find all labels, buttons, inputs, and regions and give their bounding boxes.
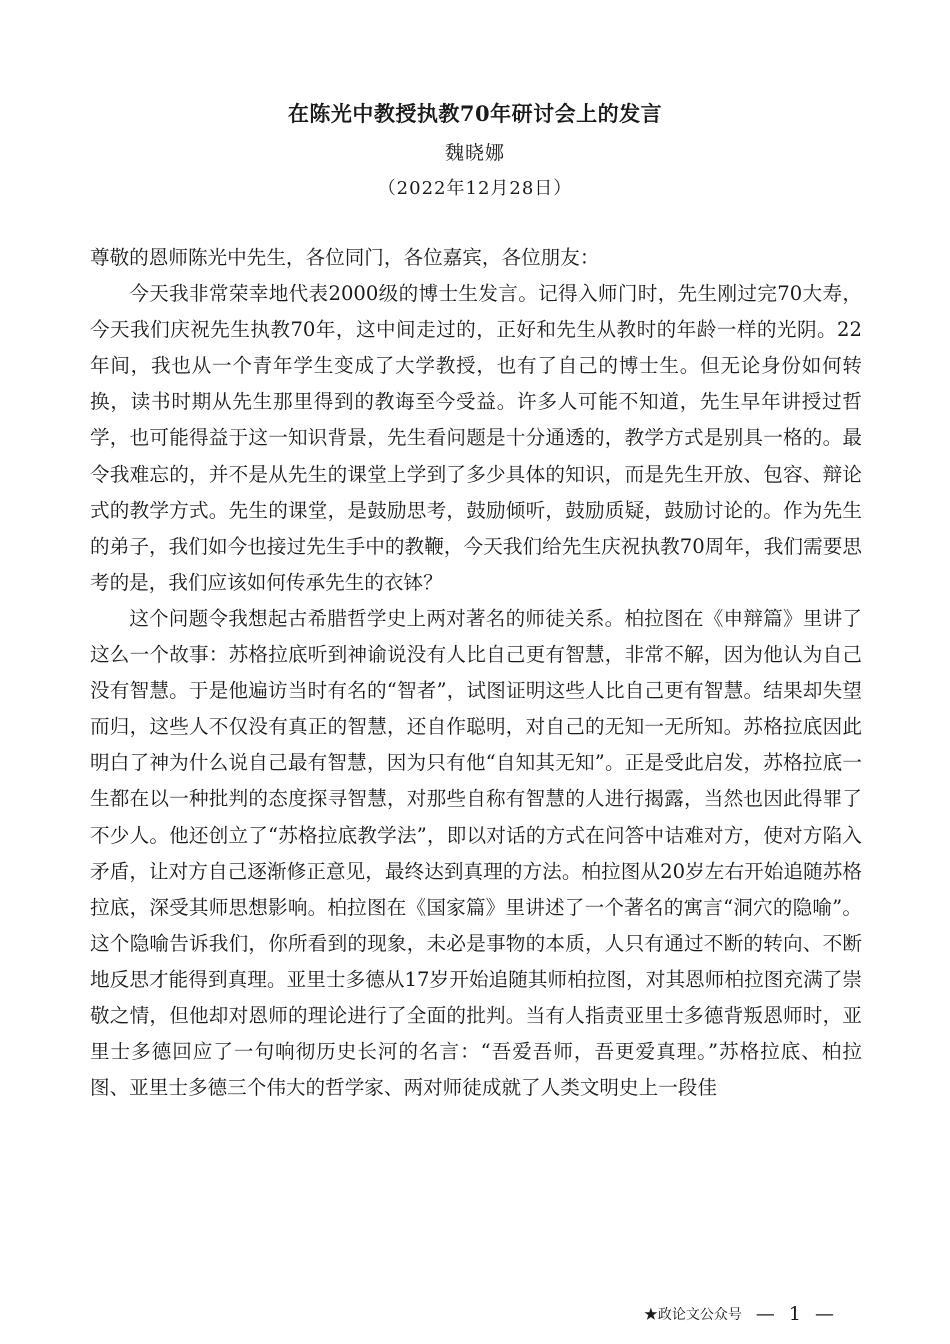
page-footer bbox=[644, 1303, 838, 1325]
page-number: — 1 — bbox=[755, 1303, 838, 1325]
document-date: （2022年12月28日） bbox=[377, 178, 573, 199]
footer-source: ★政论文公众号 bbox=[643, 1307, 742, 1323]
paragraph-2: 这个问题令我想起古希腊哲学史上两对著名的师徒关系。柏拉图在《申辩篇》里讲了这么一个故事：苏格拉底听到神谕说没有人比自己更有智慧，非常不解，因为他认为自己没有智慧。于是他遍访当时有名的“智者”，试图证明这些人比自己更有智慧。结果却失望而归，这些人不仅没有真正的智慧，还自作聪明，对自己的无知一无所知。苏格拉底因此明白了神为什么说自己最有智慧，因为只有他“自知其无知”。正是受此启发，苏格拉底一生都在以一种批判的态度探寻智慧，对那些自称有智慧的人进行揭露，当然也因此得罪了不少人。他还创立了“苏格拉底教学法”，即以对话的方式在问答中诘难对方，使对方陷入矛盾，让对方自己逐渐修正意见，最终达到真理的方法。柏拉图从20岁左右开始追随苏格拉底，深受其师思想影响。柏拉图在《国家篇》里讲述了一个著名的寓言“洞穴的隐喻”。这个隐喻告诉我们，你所看到的现象，未必是事物的本质，人只有通过不断的转向、不断地反思才能得到真理。亚里士多德从17岁开始追随其师柏拉图，对其恩师柏拉图充满了崇敬之情，但他却对恩师的理论进行了全面的批判。当有人指责亚里士多德背叛恩师时，亚里士多德回应了一句响彻历史长河的名言：“吾爱吾师，吾更爱真理。”苏格拉底、柏拉图、亚里士多德三个伟大的哲学家、两对师徒成就了人类文明史上一段佳 bbox=[90, 606, 862, 1100]
salutation: 尊敬的恩师陈光中先生，各位同门，各位嘉宾，各位朋友： bbox=[90, 246, 600, 269]
document-author: 魏晓娜 bbox=[444, 142, 505, 164]
document-title: 在陈光中教授执教70年研讨会上的发言 bbox=[287, 101, 663, 126]
document-body bbox=[90, 240, 862, 1106]
paragraph-1: 今天我非常荣幸地代表2000级的博士生发言。记得入师门时，先生刚过完70大寿，今天我们庆祝先生执教70年，这中间走过的，正好和先生从教时的年龄一样的光阴。22年间，我也从一个青年学生变成了大学教授，也有了自己的博士生。但无论身份如何转换，读书时期从先生那里得到的教诲至今受益。许多人可能不知道，先生早年讲授过哲学，也可能得益于这一知识背景，先生看问题是十分通透的，教学方式是别具一格的。最令我难忘的，并不是从先生的课堂上学到了多少具体的知识，而是先生开放、包容、辩论式的教学方式。先生的课堂，是鼓励思考，鼓励倾听，鼓励质疑，鼓励讨论的。作为先生的弟子，我们如今也接过先生手中的教鞭，今天我们给先生庆祝执教70周年，我们需要思考的是，我们应该如何传承先生的衣钵？ bbox=[90, 282, 862, 594]
